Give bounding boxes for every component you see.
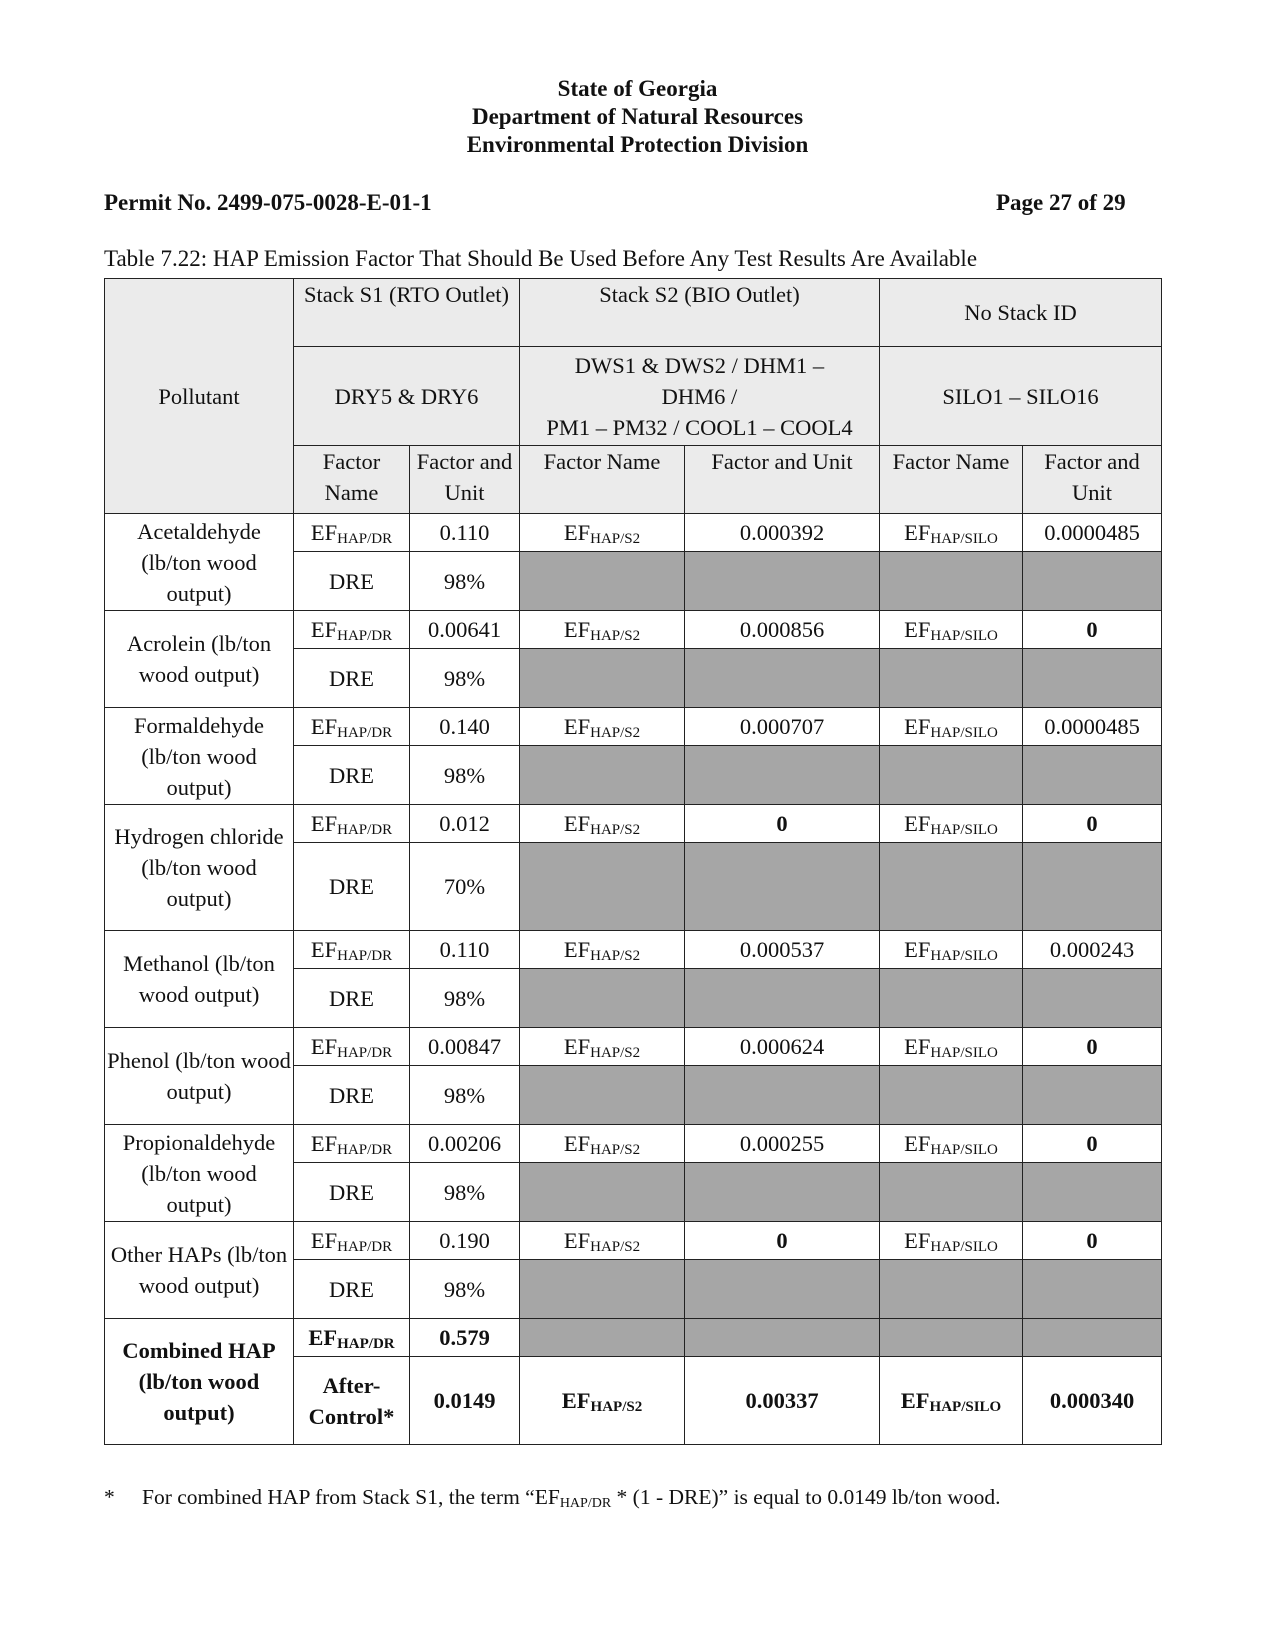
ef-dr-label	[294, 931, 410, 969]
agency-header	[0, 75, 1275, 159]
table-row	[105, 708, 1162, 746]
s2-factor-value: 0.000255	[685, 1125, 880, 1163]
ef-subscript: HAP/SILO	[930, 725, 998, 741]
silo-factor-value: 0.000243	[1023, 931, 1162, 969]
ef-symbol: EF	[310, 1034, 338, 1059]
shaded-empty-cell	[520, 969, 685, 1028]
ef-symbol: EF	[904, 811, 931, 836]
dre-label: DRE	[294, 1260, 410, 1319]
silo-factor-value: 0	[1023, 1125, 1162, 1163]
combined-pollutant-name: Combined HAP (lb/ton wood output)	[105, 1319, 294, 1445]
shaded-empty-cell	[880, 843, 1023, 931]
shaded-empty-cell	[685, 1066, 880, 1125]
dr-factor-value: 0.00847	[410, 1028, 520, 1066]
table-row	[105, 1222, 1162, 1260]
dre-value: 98%	[410, 552, 520, 611]
ef-subscript: HAP/DR	[337, 948, 393, 964]
ef-silo-label	[880, 1125, 1023, 1163]
dre-label: DRE	[294, 1066, 410, 1125]
ef-symbol: EF	[904, 937, 931, 962]
ef-symbol: EF	[563, 617, 591, 642]
dre-label: DRE	[294, 746, 410, 805]
header-factor-name-s1: Factor Name	[294, 446, 410, 514]
dr-factor-value: 0.012	[410, 805, 520, 843]
dr-factor-value: 0.110	[410, 514, 520, 552]
ef-symbol: EF	[563, 1034, 591, 1059]
table-row	[105, 1125, 1162, 1163]
header-factor-unit-s2: Factor and Unit	[685, 446, 880, 514]
ef-symbol: EF	[563, 714, 591, 739]
shaded-empty-cell	[1023, 1066, 1162, 1125]
silo-factor-value: 0	[1023, 611, 1162, 649]
ef-subscript: HAP/S2	[590, 1239, 641, 1255]
shaded-empty-cell	[685, 843, 880, 931]
s2-factor-value: 0.000707	[685, 708, 880, 746]
footnote-text-after: * (1 - DRE)” is equal to 0.0149 lb/ton wood.	[611, 1485, 1001, 1509]
ef-subscript: HAP/DR	[337, 1239, 393, 1255]
ef-subscript: HAP/S2	[590, 1045, 641, 1061]
ef-dr-label	[294, 1222, 410, 1260]
ef-subscript: HAP/SILO	[929, 1399, 1002, 1415]
footnote	[104, 1485, 1001, 1510]
ef-subscript: HAP/S2	[590, 1142, 641, 1158]
units-s2-line-1: DWS1 & DWS2 / DHM1 –	[574, 352, 825, 378]
shaded-empty-cell	[1023, 552, 1162, 611]
dre-value: 98%	[410, 649, 520, 708]
ef-subscript: HAP/SILO	[930, 1142, 998, 1158]
header-stack-s1: Stack S1 (RTO Outlet)	[294, 279, 520, 347]
header-line-1: State of Georgia	[557, 76, 718, 101]
after-control-value: 0.0149	[410, 1357, 520, 1445]
ef-s2-label	[520, 514, 685, 552]
dr-factor-value: 0.00641	[410, 611, 520, 649]
ef-symbol: EF	[561, 1388, 591, 1413]
silo-factor-value: 0.0000485	[1023, 708, 1162, 746]
ef-subscript: HAP/S2	[590, 948, 641, 964]
ef-dr-label	[294, 805, 410, 843]
ef-s2-label	[520, 1028, 685, 1066]
shaded-empty-cell	[1023, 746, 1162, 805]
after-control-label: After-Control*	[294, 1357, 410, 1445]
ef-symbol: EF	[904, 1131, 931, 1156]
pollutant-name: Phenol (lb/ton wood output)	[105, 1028, 294, 1125]
ef-symbol: EF	[563, 937, 591, 962]
ef-dr-label	[294, 514, 410, 552]
footnote-subscript: HAP/DR	[559, 1496, 612, 1511]
s2-factor-value: 0.000624	[685, 1028, 880, 1066]
header-stack-s2: Stack S2 (BIO Outlet)	[520, 279, 880, 347]
ef-subscript: HAP/S2	[590, 822, 641, 838]
table-row	[105, 805, 1162, 843]
shaded-empty-cell	[1023, 649, 1162, 708]
shaded-empty-cell	[880, 1163, 1023, 1222]
ef-s2-label	[520, 931, 685, 969]
ef-subscript: HAP/S2	[590, 628, 641, 644]
shaded-empty-cell	[685, 1319, 880, 1357]
shaded-empty-cell	[520, 843, 685, 931]
ef-silo-label	[880, 805, 1023, 843]
silo-factor-value: 0	[1023, 805, 1162, 843]
dre-label: DRE	[294, 969, 410, 1028]
ef-silo-label	[880, 1222, 1023, 1260]
ef-subscript: HAP/DR	[337, 1045, 393, 1061]
pollutant-name: Acrolein (lb/ton wood output)	[105, 611, 294, 708]
ef-silo-label	[880, 514, 1023, 552]
ef-s2-label	[520, 805, 685, 843]
s2-factor-value: 0.000856	[685, 611, 880, 649]
ef-s2-label	[520, 1357, 685, 1445]
dre-value: 98%	[410, 746, 520, 805]
dre-value: 98%	[410, 1260, 520, 1319]
shaded-empty-cell	[1023, 843, 1162, 931]
shaded-empty-cell	[520, 746, 685, 805]
ef-symbol: EF	[310, 714, 338, 739]
ef-dr-label	[294, 1319, 410, 1357]
units-s2-line-2: DHM6 /	[661, 383, 738, 409]
ef-subscript: HAP/SILO	[930, 531, 998, 547]
hap-emission-factor-table	[104, 278, 1162, 1445]
ef-symbol: EF	[308, 1325, 338, 1350]
shaded-empty-cell	[880, 1066, 1023, 1125]
shaded-empty-cell	[520, 552, 685, 611]
shaded-empty-cell	[685, 552, 880, 611]
table-caption: Table 7.22: HAP Emission Factor That Should Be Used Before Any Test Results Are Available	[104, 246, 978, 271]
ef-subscript: HAP/DR	[337, 531, 393, 547]
dre-value: 98%	[410, 1066, 520, 1125]
dr-factor-value: 0.140	[410, 708, 520, 746]
shaded-empty-cell	[520, 1066, 685, 1125]
s2-factor-value: 0	[685, 1222, 880, 1260]
shaded-empty-cell	[1023, 969, 1162, 1028]
ef-subscript: HAP/SILO	[930, 1045, 998, 1061]
ef-symbol: EF	[310, 937, 338, 962]
shaded-empty-cell	[520, 649, 685, 708]
ef-dr-label	[294, 611, 410, 649]
ef-subscript: HAP/DR	[337, 628, 393, 644]
ef-symbol: EF	[904, 520, 931, 545]
ef-s2-label	[520, 708, 685, 746]
header-pollutant: Pollutant	[105, 279, 294, 514]
combined-row	[105, 1319, 1162, 1357]
table-row	[105, 1028, 1162, 1066]
table-row	[105, 611, 1162, 649]
ef-symbol: EF	[904, 1034, 931, 1059]
pollutant-name: Hydrogen chloride (lb/ton wood output)	[105, 805, 294, 931]
combined-dr-value: 0.579	[410, 1319, 520, 1357]
header-units-s1: DRY5 & DRY6	[294, 347, 520, 446]
ef-silo-label	[880, 708, 1023, 746]
ef-symbol: EF	[904, 1228, 931, 1253]
ef-symbol: EF	[310, 811, 338, 836]
dr-factor-value: 0.00206	[410, 1125, 520, 1163]
ef-subscript: HAP/DR	[337, 1336, 395, 1352]
shaded-empty-cell	[685, 969, 880, 1028]
shaded-empty-cell	[685, 649, 880, 708]
s2-factor-value: 0	[685, 805, 880, 843]
dr-factor-value: 0.110	[410, 931, 520, 969]
ef-subscript: HAP/S2	[590, 531, 641, 547]
s2-factor-value: 0.000537	[685, 931, 880, 969]
shaded-empty-cell	[880, 649, 1023, 708]
ef-s2-label	[520, 611, 685, 649]
ef-subscript: HAP/SILO	[930, 1239, 998, 1255]
pollutant-name: Acetaldehyde (lb/ton wood output)	[105, 514, 294, 611]
ef-symbol: EF	[310, 520, 338, 545]
ef-dr-label	[294, 1028, 410, 1066]
ef-subscript: HAP/DR	[337, 1142, 393, 1158]
ef-symbol: EF	[563, 520, 591, 545]
dre-label: DRE	[294, 843, 410, 931]
pollutant-name: Other HAPs (lb/ton wood output)	[105, 1222, 294, 1319]
ef-silo-label	[880, 931, 1023, 969]
header-line-2: Department of Natural Resources	[471, 104, 804, 129]
shaded-empty-cell	[520, 1163, 685, 1222]
header-factor-unit-s1: Factor and Unit	[410, 446, 520, 514]
pollutant-name: Propionaldehyde (lb/ton wood output)	[105, 1125, 294, 1222]
shaded-empty-cell	[880, 552, 1023, 611]
shaded-empty-cell	[1023, 1319, 1162, 1357]
shaded-empty-cell	[685, 1163, 880, 1222]
shaded-empty-cell	[1023, 1260, 1162, 1319]
silo-factor-value: 0.0000485	[1023, 514, 1162, 552]
header-factor-unit-silo: Factor and Unit	[1023, 446, 1162, 514]
ef-subscript: HAP/S2	[590, 1399, 643, 1415]
header-units-s2	[520, 347, 880, 446]
shaded-empty-cell	[880, 1260, 1023, 1319]
ef-symbol: EF	[310, 1131, 338, 1156]
header-no-stack-id: No Stack ID	[880, 279, 1162, 347]
dre-value: 98%	[410, 969, 520, 1028]
footnote-text-before: For combined HAP from Stack S1, the term “EF	[142, 1485, 560, 1509]
shaded-empty-cell	[880, 969, 1023, 1028]
pollutant-name: Methanol (lb/ton wood output)	[105, 931, 294, 1028]
header-factor-name-silo: Factor Name	[880, 446, 1023, 514]
dre-label: DRE	[294, 1163, 410, 1222]
header-line-3: Environmental Protection Division	[466, 132, 809, 157]
ef-dr-label	[294, 1125, 410, 1163]
footnote-marker: *	[104, 1485, 115, 1509]
ef-symbol: EF	[563, 811, 591, 836]
shaded-empty-cell	[880, 1319, 1023, 1357]
ef-dr-label	[294, 708, 410, 746]
dre-label: DRE	[294, 649, 410, 708]
header-units-silo: SILO1 – SILO16	[880, 347, 1162, 446]
combined-silo-value: 0.000340	[1023, 1357, 1162, 1445]
shaded-empty-cell	[520, 1260, 685, 1319]
ef-s2-label	[520, 1222, 685, 1260]
ef-subscript: HAP/SILO	[930, 822, 998, 838]
ef-s2-label	[520, 1125, 685, 1163]
ef-symbol: EF	[563, 1228, 591, 1253]
silo-factor-value: 0	[1023, 1028, 1162, 1066]
combined-s2-value: 0.00337	[685, 1357, 880, 1445]
ef-silo-label	[880, 1357, 1023, 1445]
silo-factor-value: 0	[1023, 1222, 1162, 1260]
s2-factor-value: 0.000392	[685, 514, 880, 552]
dre-value: 70%	[410, 843, 520, 931]
shaded-empty-cell	[685, 746, 880, 805]
ef-subscript: HAP/SILO	[930, 628, 998, 644]
units-s2-line-3: PM1 – PM32 / COOL1 – COOL4	[546, 414, 853, 440]
ef-silo-label	[880, 1028, 1023, 1066]
ef-symbol: EF	[310, 617, 338, 642]
dre-label: DRE	[294, 552, 410, 611]
permit-number: Permit No. 2499-075-0028-E-01-1	[104, 190, 432, 215]
shaded-empty-cell	[685, 1260, 880, 1319]
page-number: Page 27 of 29	[996, 190, 1126, 215]
ef-symbol: EF	[900, 1388, 930, 1413]
shaded-empty-cell	[520, 1319, 685, 1357]
table-row	[105, 514, 1162, 552]
ef-subscript: HAP/DR	[337, 822, 393, 838]
pollutant-name: Formaldehyde (lb/ton wood output)	[105, 708, 294, 805]
ef-silo-label	[880, 611, 1023, 649]
ef-symbol: EF	[310, 1228, 338, 1253]
dre-value: 98%	[410, 1163, 520, 1222]
shaded-empty-cell	[1023, 1163, 1162, 1222]
ef-symbol: EF	[563, 1131, 591, 1156]
ef-subscript: HAP/SILO	[930, 948, 998, 964]
ef-symbol: EF	[904, 714, 931, 739]
table-row	[105, 931, 1162, 969]
shaded-empty-cell	[880, 746, 1023, 805]
ef-symbol: EF	[904, 617, 931, 642]
ef-subscript: HAP/S2	[590, 725, 641, 741]
ef-subscript: HAP/DR	[337, 725, 393, 741]
header-factor-name-s2: Factor Name	[520, 446, 685, 514]
dr-factor-value: 0.190	[410, 1222, 520, 1260]
